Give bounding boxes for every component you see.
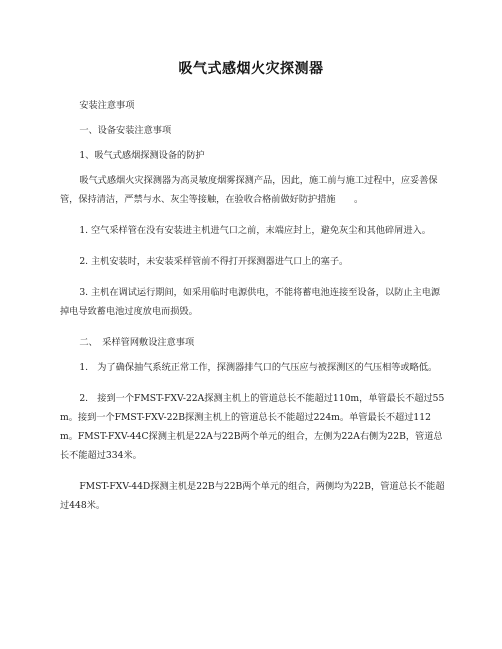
subsection-heading: 1、吸气式感烟探测设备的防护 xyxy=(79,150,205,161)
list-item: 2. 接到一个FMST-FXV-22A探测主机上的管道总长不能超过110m，单管最长不超过55m。接到一个FMST-FXV-22B探测主机上的管道总长不能超过224m。单管最长不超过112m。FMST-FXV-44C探测主机是22A与22B两个单元的组合，左侧为22A右侧为22B，管道总长不能超过334米。 xyxy=(60,393,445,461)
list-item: 1. 为了确保抽气系统正常工作，探测器排气口的气压应与被探测区的气压相等或略低。 xyxy=(79,362,438,373)
paragraph: 安装注意事项 xyxy=(79,100,135,111)
document-title: 吸气式感烟火灾探测器 xyxy=(178,61,324,77)
section-heading: 二、 采样管网敷设注意事项 xyxy=(79,337,195,348)
document-body xyxy=(60,96,446,527)
paragraph: 吸气式感烟火灾探测器为高灵敏度烟雾探测产品，因此，施工前与施工过程中，应妥善保管，保持清洁，严禁与水、灰尘等接触，在验收合格前做好防护措施 。 xyxy=(60,175,438,205)
list-item: 2. 主机安装时，未安装采样管前不得打开探测器进气口上的塞子。 xyxy=(79,256,349,267)
section-heading: 一、设备安装注意事项 xyxy=(79,125,172,136)
paragraph: FMST-FXV-44D探测主机是22B与22B两个单元的组合，两侧均为22B，管道总长不能超过448米。 xyxy=(60,481,445,511)
list-item: 1. 空气采样管在没有安装进主机进气口之前，末端应封上，避免灰尘和其他碎屑进入。 xyxy=(79,225,431,236)
list-item: 3. 主机在调试运行期间，如采用临时电源供电，不能将蓄电池连接至设备，以防止主电源掉电导致蓄电池过度放电而损毁。 xyxy=(60,287,441,317)
